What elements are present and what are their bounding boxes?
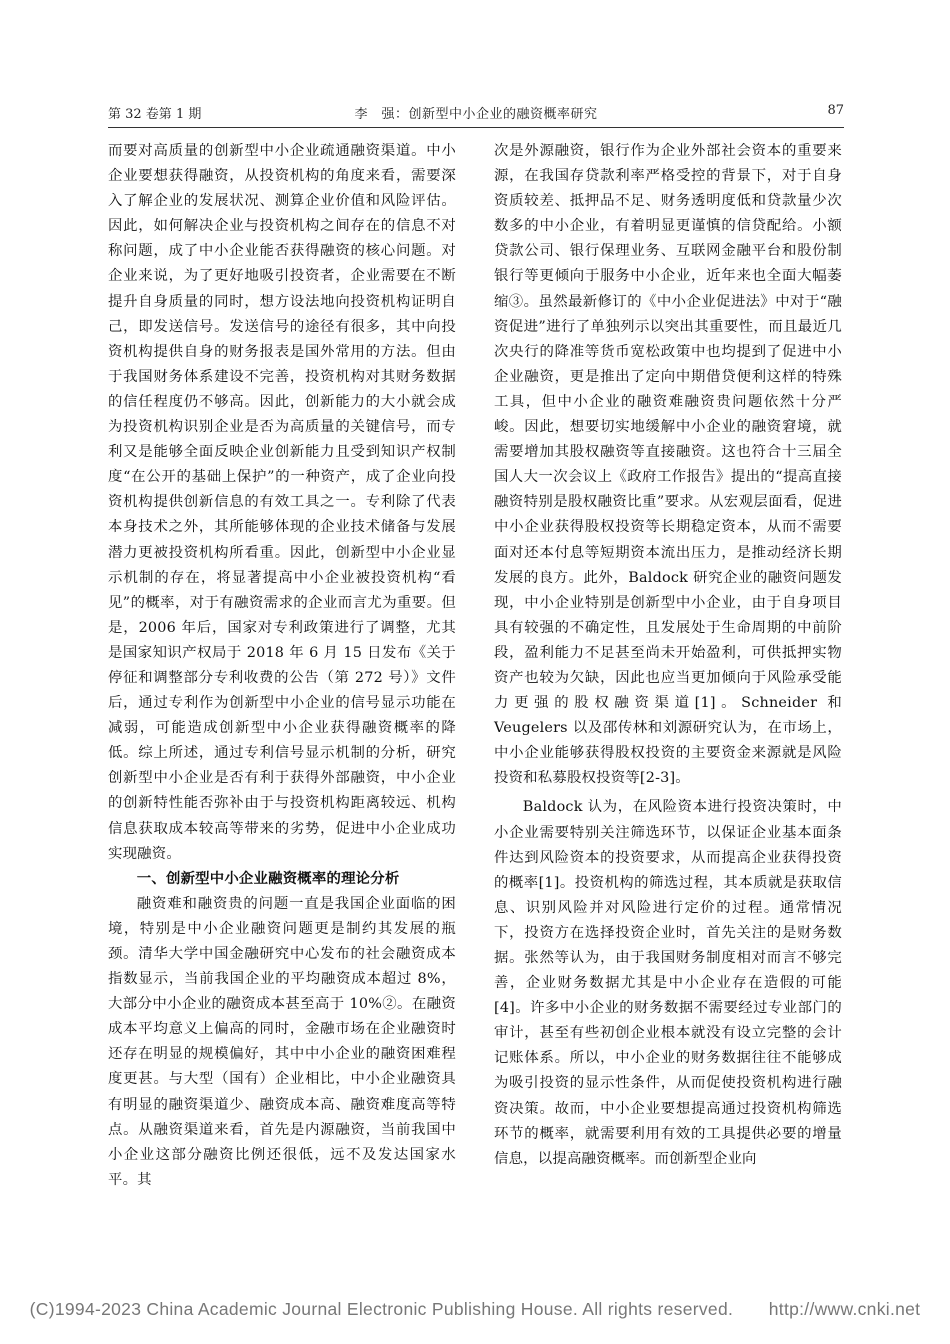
left-paragraph-2: 融资难和融资贵的问题一直是我国企业面临的困境，特别是中小企业融资问题更是制约其发展的瓶颈。清华大学中国金融研究中心发布的社会融资成本指数显示，当前我国企业的平均融资成本超过 8%，大部分中小企业的融资成本甚至高于 10%②。在融资成本平均意义上偏高的同时，金融市场在企业融资时还存在明显的规模偏好，其中中小企业的融资困难程度更甚。与大型（国有）企业相比，中小企业融资具有明显的融资渠道少、融资成本高、融资难度高等特点。从融资渠道来看，首先是内源融资，当前我国中小企业这部分融资比例还很低，远不及发达国家水平。其 <box>108 895 456 1188</box>
running-header <box>108 99 844 125</box>
right-column <box>494 139 842 1172</box>
right-paragraph-2: Baldock 认为，在风险资本进行投资决策时，中小企业需要特别关注筛选环节，以保证企业基本面条件达到风险资本的投资要求，从而提高企业获得投资的概率[1]。投资机构的筛选过程，其本质就是获取信息、识别风险并对风险进行定价的过程。通常情况下，投资方在选择投资企业时，首先关注的是财务数据。张然等认为，由于我国财务制度相对而言不够完善，企业财务数据尤其是中小企业存在造假的可能[4]。许多中小企业的财务数据不需要经过专业部门的审计，甚至有些初创企业根本就没有设立完整的会计记账体系。所以，中小企业的财务数据往往不能够成为吸引投资的显示性条件，从而促使投资机构进行融资决策。故而，中小企业要想提高通过投资机构筛选环节的概率，就需要利用有效的工具提供必要的增量信息，以提高融资概率。而创新型企业向 <box>494 799 842 1167</box>
section-heading: 一、创新型中小企业融资概率的理论分析 <box>136 870 400 887</box>
left-paragraph-1: 而要对高质量的创新型中小企业疏通融资渠道。中小企业要想获得融资，从投资机构的角度来看，需要深入了解企业的发展状况、测算企业价值和风险评估。因此，如何解决企业与投资机构之间存在的信息不对称问题，成了中小企业能否获得融资的核心问题。对企业来说，为了更好地吸引投资者，企业需要在不断提升自身质量的同时，想方设法地向投资机构证明自己，即发送信号。发送信号的途径有很多，其中向投资机构提供自身的财务报表是国外常用的方法。但由于我国财务体系建设不完善，投资机构对其财务数据的信任程度仍不够高。因此，创新能力的大小就会成为投资机构识别企业是否为高质量的关键信号，而专利又是能够全面反映企业创新能力且受到知识产权制度“在公开的基础上保护”的一种资产，成了企业向投资机构提供创新信息的有效工具之一。专利除了代表本身技术之外，其所能够体现的企业技术储备与发展潜力更被投资机构所看重。因此，创新型中小企业显示机制的存在，将显著提高中小企业被投资机构“看见”的概率，对于有融资需求的企业而言尤为重要。但是，2006 年后，国家对专利政策进行了调整，尤其是国家知识产权局于 2018 年 6 月 15 日发布《关于停征和调整部分专利收费的公告（第 272 号）》文件后，通过专利作为创新型中小企业的信号显示功能在减弱，可能造成创新型中小企业获得融资概率的降低。综上所述，通过专利信号显示机制的分析，研究创新型中小企业是否有利于获得外部融资，中小企业的创新特性能否弥补由于与投资机构距离较远、机构信息获取成本较高等带来的劣势，促进中小企业成功实现融资。 <box>108 143 456 862</box>
header-divider <box>108 127 844 128</box>
volume-issue: 第 32 卷第 1 期 <box>108 107 202 122</box>
page-number: 87 <box>827 103 844 118</box>
running-title: 李 强：创新型中小企业的融资概率研究 <box>354 107 598 122</box>
right-paragraph-1: 次是外源融资，银行作为企业外部社会资本的重要来源，在我国存贷款利率严格受控的背景下，对于自身资质较差、抵押品不足、财务透明度低和贷款量少次数多的中小企业，有着明显更谨慎的信贷配给。小额贷款公司、银行保理业务、互联网金融平台和股份制银行等更倾向于服务中小企业，近年来也全面大幅萎缩③。虽然最新修订的《中小企业促进法》中对于“融资促进”进行了单独列示以突出其重要性，而且最近几次央行的降准等货币宽松政策中也均提到了促进中小企业融资，更是推出了定向中期借贷便利这样的特殊工具，但中小企业的融资难融资贵问题依然十分严峻。因此，想要切实地缓解中小企业的融资窘境，就需要增加其股权融资等直接融资。这也符合十三届全国人大一次会议上《政府工作报告》提出的“提高直接融资特别是股权融资比重”要求。从宏观层面看，促进中小企业获得股权投资等长期稳定资本，从而不需要面对还本付息等短期资本流出压力，是推动经济长期发展的良方。此外，Baldock 研究企业的融资问题发现，中小企业特别是创新型中小企业，由于自身项目具有较强的不确定性，且发展处于生命周期的中前阶段，盈利能力不足甚至尚未开始盈利，可供抵押实物资产也较为欠缺，因此也应当更加倾向于风险承受能力更强的股权融资渠道[1]。Schneider 和 Veugelers 以及邵传林和刘源研究认为，在市场上，中小企业能够获得股权投资的主要资金来源就是风险投资和私募股权投资等[2-3]。 <box>494 143 842 787</box>
copyright-footer: (C)1994-2023 China Academic Journal Electronic Publishing House. All rights reserved. http://www.cnki.net <box>29 1299 921 1319</box>
left-column <box>108 139 456 1193</box>
